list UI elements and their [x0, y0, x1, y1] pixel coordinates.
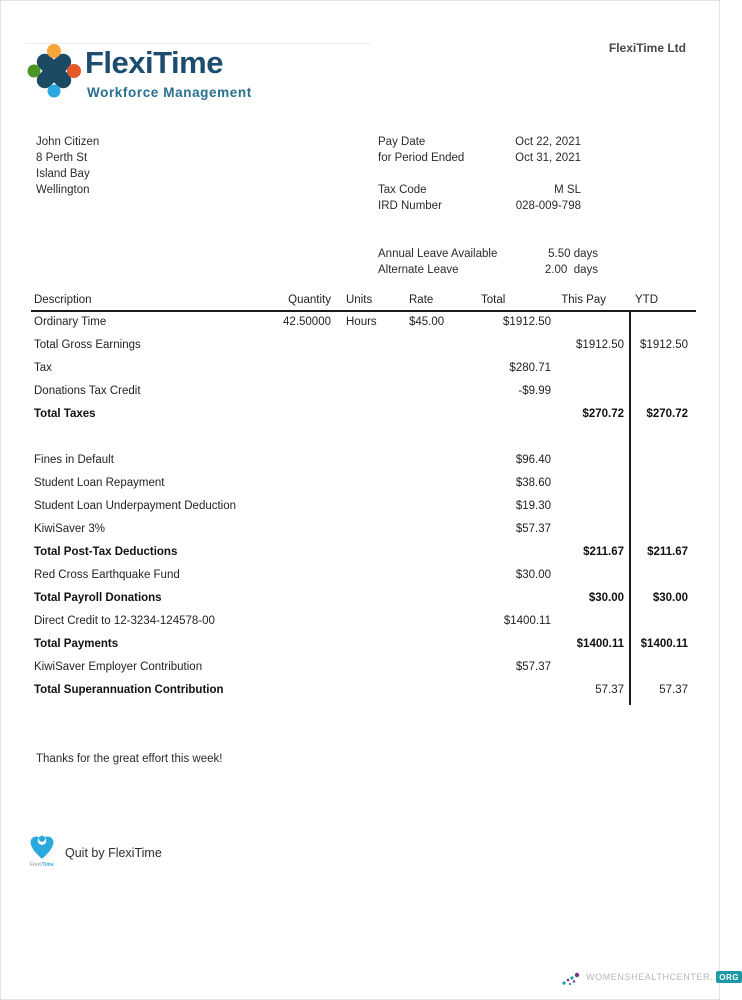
cell-rate	[409, 476, 471, 499]
mini-wordmark-time: Time	[41, 862, 54, 868]
cell-description: Fines in Default	[34, 454, 114, 466]
cell-units	[331, 683, 409, 706]
cell-units	[331, 361, 409, 384]
table-row	[31, 361, 696, 384]
table-row	[31, 453, 696, 476]
cell-units	[331, 476, 409, 499]
cell-description: Tax	[34, 362, 52, 374]
employee-name: John Citizen	[36, 136, 100, 148]
cell-rate	[409, 430, 471, 453]
table-row	[31, 637, 696, 660]
header-ytd: YTD	[635, 294, 658, 306]
earnings-table-header	[31, 293, 696, 310]
cell-units	[331, 545, 409, 568]
annual-leave-value: 5.50 days	[548, 248, 598, 260]
cell-rate: $45.00	[409, 316, 445, 328]
cell-ytd	[624, 522, 696, 545]
cell-quantity	[264, 614, 331, 637]
cell-ytd	[624, 384, 696, 407]
cell-this-pay: $270.72	[582, 408, 624, 420]
cell-units	[331, 384, 409, 407]
company-name: FlexiTime Ltd	[608, 41, 686, 55]
table-row	[31, 338, 696, 361]
cell-units: Hours	[346, 316, 377, 328]
cell-units	[331, 660, 409, 683]
cell-units	[331, 407, 409, 430]
table-row	[31, 430, 696, 453]
cell-rate	[409, 568, 471, 591]
table-row	[31, 522, 696, 545]
cell-this-pay	[551, 522, 624, 545]
cell-quantity	[264, 476, 331, 499]
cell-rate	[409, 384, 471, 407]
table-header-rule	[31, 310, 696, 312]
header-units: Units	[346, 294, 373, 306]
cell-description: Total Taxes	[34, 408, 96, 420]
cell-quantity	[264, 384, 331, 407]
cell-total: -$9.99	[518, 385, 551, 397]
annual-leave-label: Annual Leave Available	[378, 248, 498, 260]
watermark	[561, 967, 742, 987]
earnings-table-body	[31, 315, 696, 706]
cell-this-pay	[551, 453, 624, 476]
cell-description: Total Gross Earnings	[34, 339, 141, 351]
cell-this-pay	[551, 568, 624, 591]
table-row	[31, 683, 696, 706]
cell-rate	[409, 453, 471, 476]
cell-ytd	[624, 453, 696, 476]
cell-quantity	[264, 338, 331, 361]
cell-total: $1400.11	[503, 615, 551, 627]
flexitime-heart-icon	[29, 834, 55, 861]
table-row	[31, 315, 696, 338]
cell-total: $19.30	[515, 500, 551, 512]
cell-ytd: $211.67	[647, 546, 688, 558]
cell-quantity	[264, 660, 331, 683]
cell-rate	[409, 614, 471, 637]
cell-quantity	[264, 407, 331, 430]
cell-description	[31, 430, 264, 453]
cell-ytd: $1400.11	[640, 638, 688, 650]
cell-rate	[409, 361, 471, 384]
cell-units	[331, 338, 409, 361]
cell-total: $96.40	[515, 454, 551, 466]
cell-ytd	[624, 361, 696, 384]
employee-address-line: Island Bay	[36, 168, 90, 180]
cell-ytd: $30.00	[652, 592, 688, 604]
brand-tagline: Workforce Management	[87, 85, 252, 100]
cell-ytd	[624, 568, 696, 591]
thanks-message: Thanks for the great effort this week!	[36, 753, 223, 765]
cell-rate	[409, 499, 471, 522]
header-quantity: Quantity	[288, 294, 331, 306]
pay-date-value: Oct 22, 2021	[515, 136, 581, 148]
cell-quantity	[264, 453, 331, 476]
cell-description: Direct Credit to 12-3234-124578-00	[34, 615, 215, 627]
cell-total: $57.37	[515, 523, 551, 535]
cell-units	[331, 614, 409, 637]
flexitime-logo-icon	[25, 42, 83, 100]
header-rate: Rate	[409, 294, 434, 306]
watermark-site-text: WOMENSHEALTHCENTER.	[586, 972, 714, 982]
brand-name: FlexiTime	[85, 45, 223, 80]
cell-units	[331, 522, 409, 545]
cell-units	[331, 499, 409, 522]
cell-description: KiwiSaver 3%	[34, 523, 105, 535]
table-row	[31, 614, 696, 637]
employee-address-line: Wellington	[36, 184, 90, 196]
cell-ytd	[624, 476, 696, 499]
cell-this-pay	[551, 361, 624, 384]
header-this-pay: This Pay	[561, 294, 606, 306]
alternate-leave-value: 2.00 days	[544, 264, 598, 276]
cell-this-pay	[551, 499, 624, 522]
cell-total	[471, 637, 551, 660]
cell-description: Donations Tax Credit	[34, 385, 141, 397]
cell-total	[471, 683, 551, 706]
cell-ytd	[624, 614, 696, 637]
cell-description: Red Cross Earthquake Fund	[34, 569, 180, 581]
cell-this-pay	[551, 660, 624, 683]
cell-quantity	[264, 568, 331, 591]
cell-total	[471, 545, 551, 568]
cell-quantity	[264, 522, 331, 545]
tax-code-value: M SL	[554, 184, 581, 196]
watermark-org-badge: ORG	[716, 971, 742, 983]
watermark-dots-icon	[561, 967, 583, 987]
cell-quantity	[264, 545, 331, 568]
flexitime-mini-wordmark	[23, 862, 61, 868]
employee-address-line: 8 Perth St	[36, 152, 88, 164]
cell-total: $57.37	[515, 661, 551, 673]
table-row	[31, 407, 696, 430]
cell-units	[331, 430, 409, 453]
cell-description: KiwiSaver Employer Contribution	[34, 661, 203, 673]
cell-this-pay	[551, 476, 624, 499]
cell-this-pay	[551, 430, 624, 453]
cell-rate	[409, 522, 471, 545]
cell-total	[471, 430, 551, 453]
cell-quantity	[264, 361, 331, 384]
cell-units	[331, 453, 409, 476]
cell-quantity	[264, 499, 331, 522]
cell-quantity	[264, 683, 331, 706]
cell-total	[471, 338, 551, 361]
cell-description: Total Post-Tax Deductions	[34, 546, 178, 558]
period-ended-label: for Period Ended	[378, 152, 465, 164]
table-row	[31, 545, 696, 568]
cell-this-pay	[551, 614, 624, 637]
cell-rate	[409, 545, 471, 568]
ird-number-value: 028-009-798	[515, 200, 581, 212]
period-ended-value: Oct 31, 2021	[515, 152, 581, 164]
cell-rate	[409, 637, 471, 660]
cell-description: Total Payroll Donations	[34, 592, 162, 604]
cell-total	[471, 591, 551, 614]
cell-this-pay: $1912.50	[576, 339, 624, 351]
cell-ytd	[624, 315, 696, 338]
cell-this-pay: $1400.11	[576, 638, 624, 650]
cell-ytd: $270.72	[646, 408, 688, 420]
cell-quantity	[264, 637, 331, 660]
cell-rate	[409, 591, 471, 614]
table-row	[31, 568, 696, 591]
cell-quantity	[264, 591, 331, 614]
cell-rate	[409, 683, 471, 706]
mini-wordmark-flexi: Flexi	[30, 862, 42, 868]
cell-description: Student Loan Underpayment Deduction	[34, 500, 237, 512]
cell-this-pay: 57.37	[595, 684, 624, 696]
cell-units	[331, 637, 409, 660]
table-row	[31, 591, 696, 614]
ird-number-label: IRD Number	[378, 200, 442, 212]
cell-description: Ordinary Time	[34, 316, 107, 328]
cell-total: $280.71	[509, 362, 551, 374]
header-total: Total	[481, 294, 506, 306]
table-row	[31, 384, 696, 407]
cell-rate	[409, 660, 471, 683]
cell-units	[331, 568, 409, 591]
table-row	[31, 499, 696, 522]
cell-ytd: $1912.50	[640, 339, 688, 351]
cell-this-pay	[551, 315, 624, 338]
cell-description: Total Superannuation Contribution	[34, 684, 224, 696]
built-by-label: Quit by FlexiTime	[65, 846, 162, 860]
cell-units	[331, 591, 409, 614]
cell-total: $1912.50	[503, 316, 551, 328]
cell-total: $38.60	[515, 477, 551, 489]
cell-ytd	[624, 499, 696, 522]
header-description: Description	[34, 294, 92, 306]
cell-total	[471, 407, 551, 430]
alternate-leave-label: Alternate Leave	[378, 264, 459, 276]
cell-quantity: 42.50000	[283, 316, 331, 328]
cell-ytd	[624, 430, 696, 453]
cell-total: $30.00	[515, 569, 551, 581]
cell-ytd	[624, 660, 696, 683]
cell-quantity	[264, 430, 331, 453]
cell-this-pay	[551, 384, 624, 407]
tax-code-label: Tax Code	[378, 184, 427, 196]
table-row	[31, 476, 696, 499]
cell-this-pay: $211.67	[583, 546, 624, 558]
cell-rate	[409, 338, 471, 361]
cell-ytd: 57.37	[659, 684, 688, 696]
cell-description: Student Loan Repayment	[34, 477, 165, 489]
cell-description: Total Payments	[34, 638, 119, 650]
cell-rate	[409, 407, 471, 430]
table-row	[31, 660, 696, 683]
cell-this-pay: $30.00	[588, 592, 624, 604]
pay-date-label: Pay Date	[378, 136, 426, 148]
